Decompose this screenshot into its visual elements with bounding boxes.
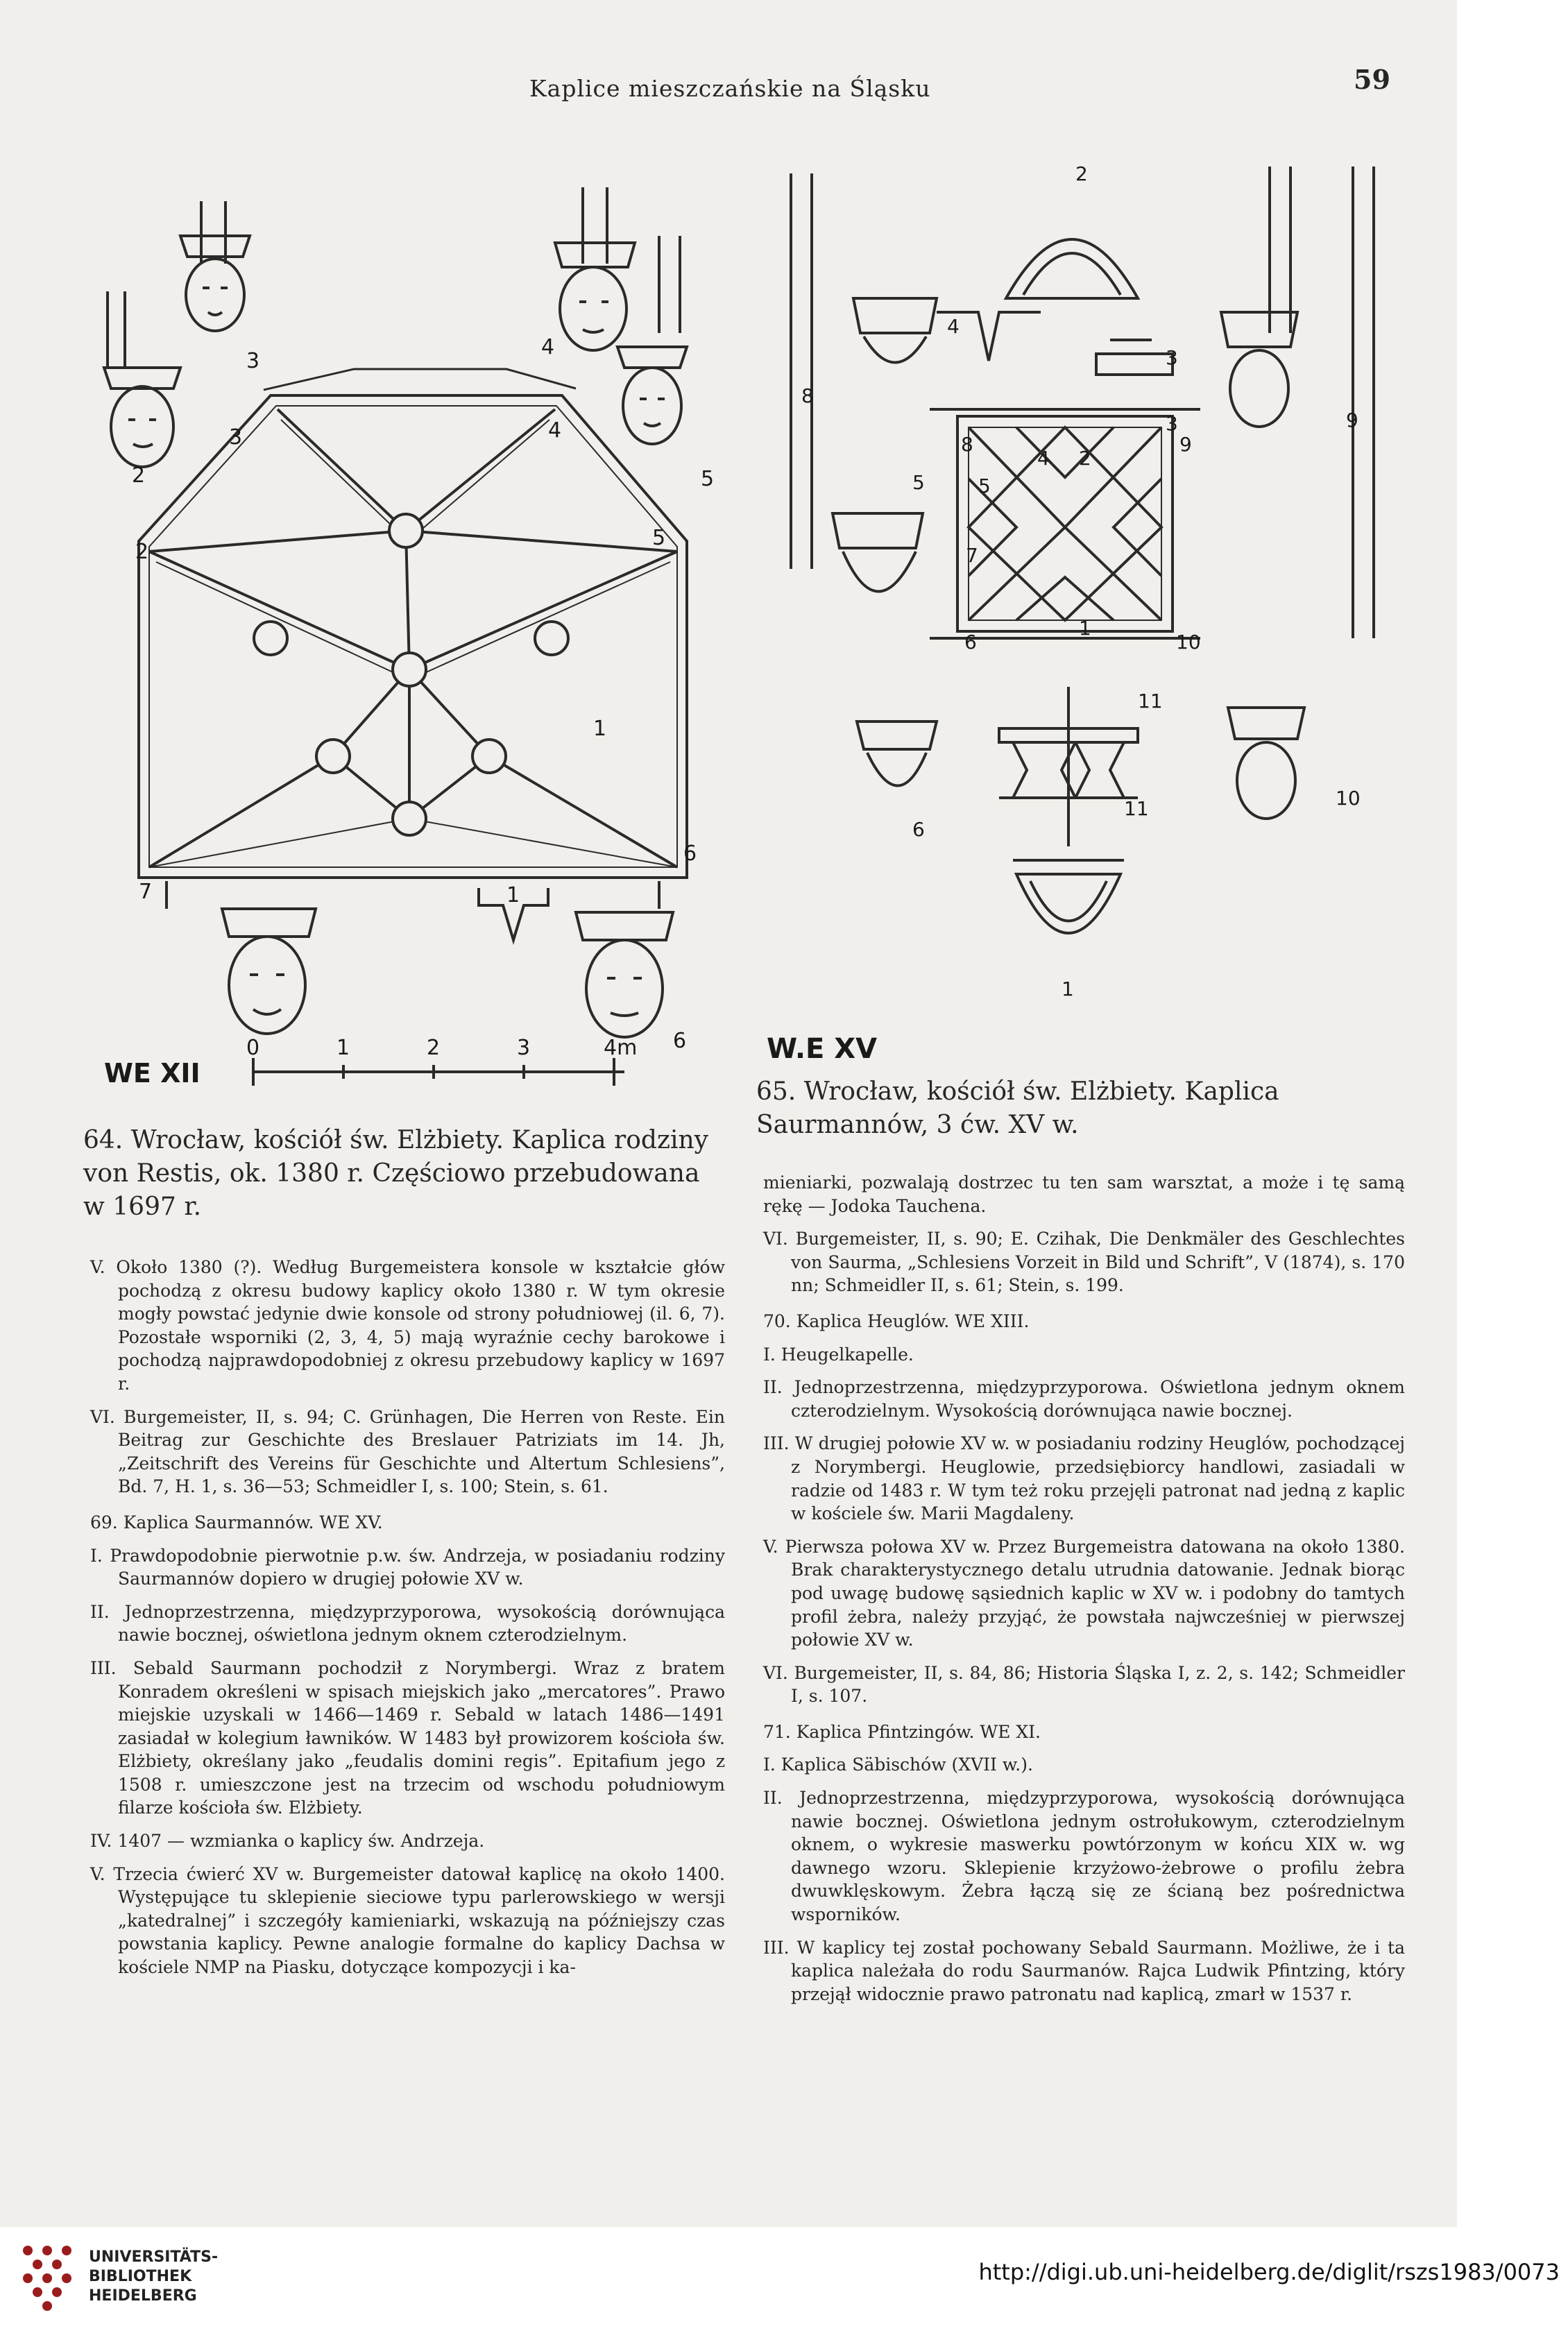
figure-number: 1 [593, 717, 607, 741]
entry-paragraph: VI. Burgemeister, II, s. 94; C. Grünhagen, Die Herren von Reste. Ein Beitrag zur Geschichte des Breslauer Patriziats im 14. Jh, „Zeitschrift des Vereins für Geschichte und Altertum Schlesiens”, Bd. 7, H. 1, s. 36—53; Schmeidler I, s. 100; Stein, s. 61. [90, 1406, 725, 1497]
figure-number: 5 [701, 467, 715, 491]
section-heading: 71. Kaplica Pfintzingów. WE XI. [763, 1721, 1041, 1742]
figure-number: 3 [1166, 412, 1178, 435]
figure-number: 2 [135, 540, 149, 564]
entry-paragraph: V. Pierwsza połowa XV w. Przez Burgemeistra datowana na około 1380. Brak charakterystycznego detalu utrudnia datowanie. Jednak biorąc pod uwagę budowę sąsiednich kaplic w XV w. i podobny do tamtych profil żebra, należy przyjąć, że powstała najwcześniej w pierwszej połowie XV w. [763, 1536, 1405, 1650]
entry-paragraph: III. Sebald Saurmann pochodził z Norymbergi. Wraz z bratem Konradem określeni w spisach miejskich jako „mercatores”. Prawo miejskie uzyskali w 1466—1469 r. Sebald w latach 1486—1491 zasiadał w kolegium ławników. W 1483 był prowizorem kościoła św. Elżbiety, określany jako „feudalis domini regis”. Epitafium jego z 1508 r. umieszczone jest na trzecim od wschodu południowym filarze kościoła św. Elżbiety. [90, 1657, 725, 1818]
entry-paragraph: II. Jednoprzestrzenna, międzyprzyporowa. Oświetlona jednym oknem czterodzielnym. Wysokością dorównująca nawie bocznej. [763, 1377, 1405, 1421]
figure-number: 11 [1124, 797, 1149, 820]
entry-paragraph: IV. 1407 — wzmianka o kaplicy św. Andrzeja. [90, 1831, 485, 1852]
library-name-line: UNIVERSITÄTS- [89, 2248, 219, 2266]
figure-number: 3 [229, 425, 243, 450]
running-header: Kaplice mieszczańskie na Śląsku [529, 75, 931, 102]
figure-number: 2 [1075, 162, 1088, 185]
entry-paragraph: II. Jednoprzestrzenna, międzyprzyporowa, wysokością dorównująca nawie bocznej, oświetlona jednym oknem czterodzielnym. [90, 1601, 725, 1646]
figure-number: 3 [1166, 346, 1178, 369]
footer [0, 2227, 1568, 2331]
section-heading: 69. Kaplica Saurmannów. WE XV. [90, 1512, 383, 1532]
figure-65-caption: 65. Wrocław, kościół św. Elżbiety. Kaplica Saurmannów, 3 ćw. XV w. [756, 1077, 1279, 1139]
entry-paragraph: I. Heugelkapelle. [763, 1344, 914, 1365]
figure-number: 11 [1138, 690, 1163, 712]
entry-paragraph: II. Jednoprzestrzenna, międzyprzyporowa, wysokością dorównująca nawie bocznej. Oświetlona jednym ostrołukowym, czterodzielnym oknem, o wykresie maswerku powtórzonym w końcu XIX w. wg dawnego wzoru. Sklepienie krzyżowo-żebrowe o profilu żebra dwuwklęskowym. Żebra łączą się ze ścianą bez pośrednictwa wsporników. [763, 1788, 1405, 1925]
figure-number: 2 [132, 463, 146, 488]
scale-tick: 0 [246, 1036, 260, 1060]
figure-65-chapel-details [749, 153, 1401, 1075]
entry-paragraph: V. Około 1380 (?). Według Burgemeistera konsole w kształcie głów pochodzą z okresu budowy kaplicy około 1380 r. W tym okresie mogły powstać jedynie dwie konsole od strony południowej (il. 6, 7). Pozostałe wsporniki (2, 3, 4, 5) mają wyraźnie cechy barokowe i pochodzą najprawdopodobniej z okresu przebudowy kaplicy w 1697 r. [90, 1257, 725, 1394]
figure-number: 5 [912, 471, 925, 494]
entry-paragraph: III. W drugiej połowie XV w. w posiadaniu rodziny Heuglów, pochodzącej z Norymbergi. Heuglowie, przedsiębiorcy handlowi, zasiadali w radzie od 1483 r. W tym też roku przejęli patronat nad jedną z kaplic w kościele św. Marii Magdaleny. [763, 1433, 1405, 1524]
scale-tick: 1 [336, 1036, 350, 1060]
scale-tick: 4m [604, 1036, 638, 1060]
entry-paragraph: III. W kaplicy tej został pochowany Sebald Saurmann. Możliwe, że i ta kaplica należała do rodu Saurmanów. Rajca Ludwik Pfintzing, który przejął widocznie prawo patronatu nad kaplicą, zmarł w 1537 r. [763, 1937, 1405, 2004]
library-name-line: BIBLIOTHEK [89, 2268, 192, 2285]
figure-64-vault-plan [76, 153, 742, 1110]
library-name-line: HEIDELBERG [89, 2287, 197, 2305]
figure-number: 1 [506, 883, 520, 907]
right-text-column [763, 1171, 1405, 2015]
figure-number: 9 [1346, 409, 1358, 432]
figure-number: 1 [1062, 977, 1074, 1000]
scale-tick: 2 [427, 1036, 441, 1060]
figure-number: 8 [961, 433, 973, 456]
entry-paragraph: mieniarki, pozwalają dostrzec tu ten sam warsztat, a może i tę samą rękę — Jodoka Tauchena. [763, 1172, 1405, 1216]
figure-number: 10 [1336, 787, 1361, 810]
figure-number: 6 [964, 631, 977, 654]
figure-number: 4 [1037, 447, 1050, 470]
figure-number: 6 [912, 818, 925, 841]
figure-number: 3 [246, 349, 260, 373]
figure-64-caption: 64. Wrocław, kościół św. Elżbiety. Kaplica rodziny von Restis, ok. 1380 r. Częściowo przebudowana w 1697 r. [83, 1126, 708, 1221]
entry-paragraph: I. Prawdopodobnie pierwotnie p.w. św. Andrzeja, w posiadaniu rodziny Saurmannów dopiero w drugiej połowie XV w. [90, 1545, 725, 1589]
figure-number: 6 [673, 1029, 687, 1053]
entry-paragraph: I. Kaplica Säbischów (XVII w.). [763, 1754, 1033, 1775]
figure-65-label: W.E XV [767, 1033, 878, 1065]
figure-number: 2 [1079, 447, 1091, 470]
library-name [89, 2248, 218, 2306]
entry-paragraph: V. Trzecia ćwierć XV w. Burgemeister datował kaplicę na około 1400. Występujące tu sklepienie sieciowe typu parlerowskiego w wersji „katedralnej” i szczegóły kamieniarki, wskazują na późniejszy czas powstania kaplicy. Pewne analogie formalne do kaplicy Dachsa w kościele NMP na Piasku, dotyczące kompozycji i ka- [90, 1863, 725, 1978]
figure-64-label: WE XII [104, 1058, 201, 1088]
entry-paragraph: VI. Burgemeister, II, s. 90; E. Czihak, Die Denkmäler des Geschlechtes von Saurma, „Schlesiens Vorzeit in Bild und Schrift”, V (1874), s. 170 nn; Schmeidler II, s. 61; Stein, s. 199. [763, 1229, 1405, 1296]
university-library-logo [19, 2242, 75, 2314]
left-text-column [90, 1256, 725, 1989]
figure-number: 4 [947, 315, 960, 338]
figure-number: 5 [652, 526, 666, 550]
figure-number: 4 [541, 335, 555, 359]
figure-number: 7 [139, 880, 153, 904]
figure-number: 9 [1179, 433, 1192, 456]
source-url[interactable]: http://digi.ub.uni-heidelberg.de/diglit/rszs1983/0073 [978, 2259, 1560, 2285]
figure-number: 7 [966, 544, 978, 567]
entry-paragraph: VI. Burgemeister, II, s. 84, 86; Historia Śląska I, z. 2, s. 142; Schmeidler I, s. 107. [763, 1662, 1405, 1707]
scale-tick: 3 [517, 1036, 531, 1060]
section-heading: 70. Kaplica Heuglów. WE XIII. [763, 1310, 1030, 1331]
page-number: 59 [1354, 64, 1390, 95]
figure-number: 8 [801, 384, 814, 407]
figure-number: 6 [683, 842, 697, 866]
figure-number: 5 [978, 475, 991, 497]
figure-number: 10 [1176, 631, 1201, 654]
figure-number: 4 [548, 418, 562, 443]
figure-number: 1 [1079, 617, 1091, 640]
